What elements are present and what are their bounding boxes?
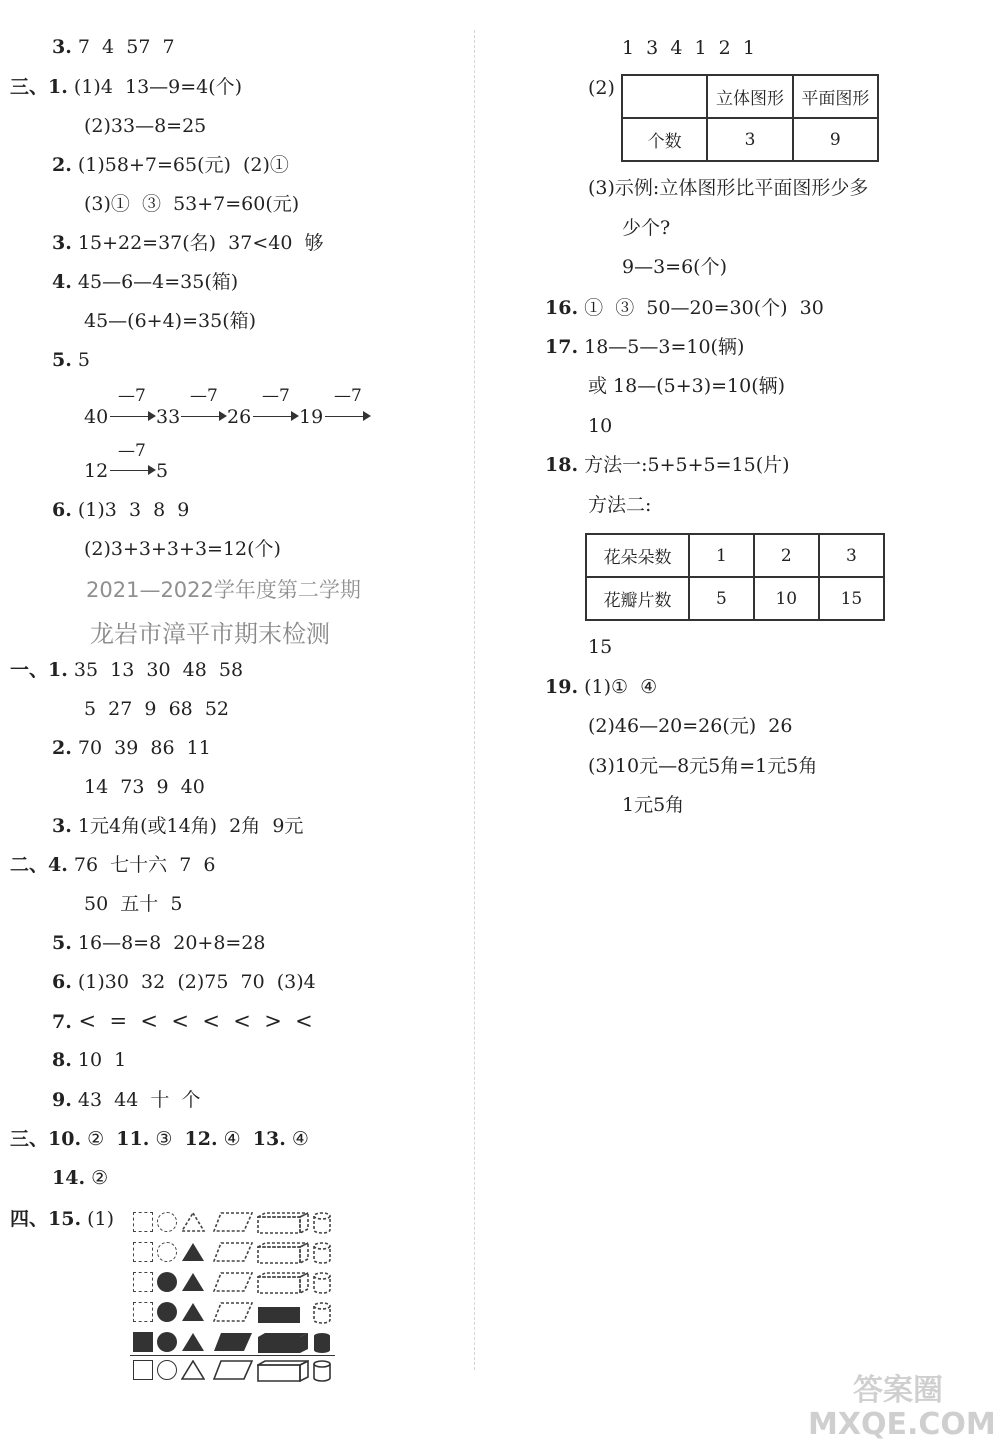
cuboid-icon bbox=[257, 1272, 309, 1294]
chain-number: 26 bbox=[227, 406, 252, 428]
answer-line: 3. 7 4 57 7 bbox=[52, 36, 175, 58]
triangle-icon bbox=[181, 1302, 205, 1322]
chain-op: —7 bbox=[118, 441, 146, 461]
answer-line: (2) bbox=[588, 77, 615, 99]
table-cell: 5 bbox=[689, 577, 754, 620]
flower-petal-table bbox=[585, 533, 885, 621]
chain-number: 33 bbox=[156, 406, 181, 428]
answer-line: 6. (1)3 3 8 9 bbox=[52, 499, 190, 521]
answer-line: (3)10元—8元5角=1元5角 bbox=[588, 755, 818, 777]
circle-icon bbox=[157, 1242, 177, 1262]
circle-icon bbox=[157, 1360, 177, 1380]
section-subtitle: 2021—2022学年度第二学期 bbox=[86, 578, 361, 602]
cuboid-icon bbox=[257, 1332, 309, 1354]
answer-line: 三、10. ② 11. ③ 12. ④ 13. ④ bbox=[10, 1128, 309, 1150]
answer-line: 18. 方法一:5+5+5=15(片) bbox=[545, 454, 790, 476]
table-cell: 10 bbox=[754, 577, 819, 620]
answer-line: 三、1. (1)4 13—9=4(个) bbox=[10, 76, 243, 98]
chain-number: 5 bbox=[156, 460, 169, 482]
arrow bbox=[253, 416, 297, 417]
answer-line: 或 18—(5+3)=10(辆) bbox=[588, 375, 786, 397]
answer-line: 5. 16—8=8 20+8=28 bbox=[52, 932, 266, 954]
square-icon bbox=[133, 1272, 153, 1292]
answer-line: 1 3 4 1 2 1 bbox=[622, 37, 755, 59]
arrow bbox=[110, 416, 154, 417]
table-cell: 立体图形 bbox=[707, 75, 792, 118]
table-cell: 3 bbox=[819, 534, 884, 577]
answer-line: (3)示例:立体图形比平面图形少多 bbox=[588, 177, 869, 199]
arrow bbox=[181, 416, 225, 417]
circle-icon bbox=[157, 1272, 177, 1292]
table-cell: 3 bbox=[707, 118, 792, 161]
cuboid-icon bbox=[257, 1242, 309, 1264]
table-cell: 花朵朵数 bbox=[586, 534, 689, 577]
square-icon bbox=[133, 1212, 153, 1232]
table-cell: 个数 bbox=[622, 118, 707, 161]
triangle-icon bbox=[181, 1212, 205, 1232]
answer-line: (2)3+3+3+3=12(个) bbox=[84, 538, 281, 560]
answer-line: 四、15. (1) bbox=[10, 1208, 115, 1230]
section-title: 龙岩市漳平市期末检测 bbox=[90, 620, 330, 648]
chain-op: —7 bbox=[118, 386, 146, 406]
cuboid-icon bbox=[257, 1302, 309, 1324]
chain-number: 12 bbox=[84, 460, 109, 482]
square-icon bbox=[133, 1332, 153, 1352]
arrow bbox=[325, 416, 369, 417]
answer-line: (2)46—20=26(元) 26 bbox=[588, 715, 793, 737]
answer-line: 5 27 9 68 52 bbox=[84, 698, 230, 720]
table-cell: 9 bbox=[793, 118, 878, 161]
parallelogram-icon bbox=[213, 1332, 253, 1352]
circle-icon bbox=[157, 1332, 177, 1352]
cylinder-icon bbox=[313, 1332, 331, 1354]
cylinder-icon bbox=[313, 1360, 331, 1382]
square-icon bbox=[133, 1360, 153, 1380]
circle-icon bbox=[157, 1212, 177, 1232]
answer-line: 9. 43 44 十 个 bbox=[52, 1089, 201, 1111]
chain-op: —7 bbox=[190, 386, 218, 406]
answer-line: 50 五十 5 bbox=[84, 893, 183, 915]
table-cell: 平面图形 bbox=[793, 75, 878, 118]
chain-number: 40 bbox=[84, 406, 109, 428]
square-icon bbox=[133, 1302, 153, 1322]
watermark: 答案圈 MXQE.COM bbox=[808, 1373, 996, 1442]
parallelogram-icon bbox=[213, 1360, 253, 1380]
answer-line: 少个? bbox=[622, 217, 671, 239]
cylinder-icon bbox=[313, 1212, 331, 1234]
shape-count-table bbox=[621, 74, 879, 162]
table-cell: 2 bbox=[754, 534, 819, 577]
table-cell: 花瓣片数 bbox=[586, 577, 689, 620]
answer-line: 3. 1元4角(或14角) 2角 9元 bbox=[52, 815, 304, 837]
answer-line: 8. 10 1 bbox=[52, 1049, 127, 1071]
answer-line: (3)① ③ 53+7=60(元) bbox=[84, 193, 300, 215]
triangle-icon bbox=[181, 1332, 205, 1352]
answer-line: 7. < = < < < < > < bbox=[52, 1009, 313, 1033]
parallelogram-icon bbox=[213, 1242, 253, 1262]
answer-line: 14 73 9 40 bbox=[84, 776, 205, 798]
parallelogram-icon bbox=[213, 1272, 253, 1292]
cylinder-icon bbox=[313, 1242, 331, 1264]
answer-line: 二、4. 76 七十六 7 6 bbox=[10, 854, 216, 876]
answer-line: 方法二: bbox=[588, 494, 652, 516]
answer-line: 2. 70 39 86 11 bbox=[52, 737, 211, 759]
chain-op: —7 bbox=[334, 386, 362, 406]
cuboid-icon bbox=[257, 1360, 309, 1382]
answer-line: 1元5角 bbox=[622, 794, 685, 816]
answer-line: 3. 15+22=37(名) 37<40 够 bbox=[52, 232, 324, 254]
answer-line: 15 bbox=[588, 636, 613, 658]
answer-line: 9—3=6(个) bbox=[622, 256, 728, 278]
table-cell: 15 bbox=[819, 577, 884, 620]
cuboid-icon bbox=[257, 1212, 309, 1234]
cylinder-icon bbox=[313, 1302, 331, 1324]
answer-line: 17. 18—5—3=10(辆) bbox=[545, 336, 745, 358]
answer-line: 6. (1)30 32 (2)75 70 (3)4 bbox=[52, 971, 316, 993]
triangle-icon bbox=[181, 1360, 205, 1380]
answer-line: 5. 5 bbox=[52, 349, 90, 371]
answer-line: 2. (1)58+7=65(元) (2)① bbox=[52, 154, 289, 176]
triangle-icon bbox=[181, 1242, 205, 1262]
chain-op: —7 bbox=[262, 386, 290, 406]
table-cell: 1 bbox=[689, 534, 754, 577]
table-cell bbox=[622, 75, 707, 118]
answer-line: 19. (1)① ④ bbox=[545, 676, 658, 698]
answer-line: (2)33—8=25 bbox=[84, 115, 207, 137]
parallelogram-icon bbox=[213, 1302, 253, 1322]
column-divider bbox=[474, 30, 475, 1370]
answer-line: 4. 45—6—4=35(箱) bbox=[52, 271, 239, 293]
shape-baseline bbox=[130, 1355, 335, 1356]
circle-icon bbox=[157, 1302, 177, 1322]
arrow bbox=[110, 470, 154, 471]
parallelogram-icon bbox=[213, 1212, 253, 1232]
answer-line: 45—(6+4)=35(箱) bbox=[84, 310, 257, 332]
square-icon bbox=[133, 1242, 153, 1262]
answer-line: 一、1. 35 13 30 48 58 bbox=[10, 659, 244, 681]
answer-line: 14. ② bbox=[52, 1167, 109, 1189]
cylinder-icon bbox=[313, 1272, 331, 1294]
triangle-icon bbox=[181, 1272, 205, 1292]
answer-line: 10 bbox=[588, 415, 613, 437]
answer-line: 16. ① ③ 50—20=30(个) 30 bbox=[545, 297, 824, 319]
chain-number: 19 bbox=[299, 406, 324, 428]
